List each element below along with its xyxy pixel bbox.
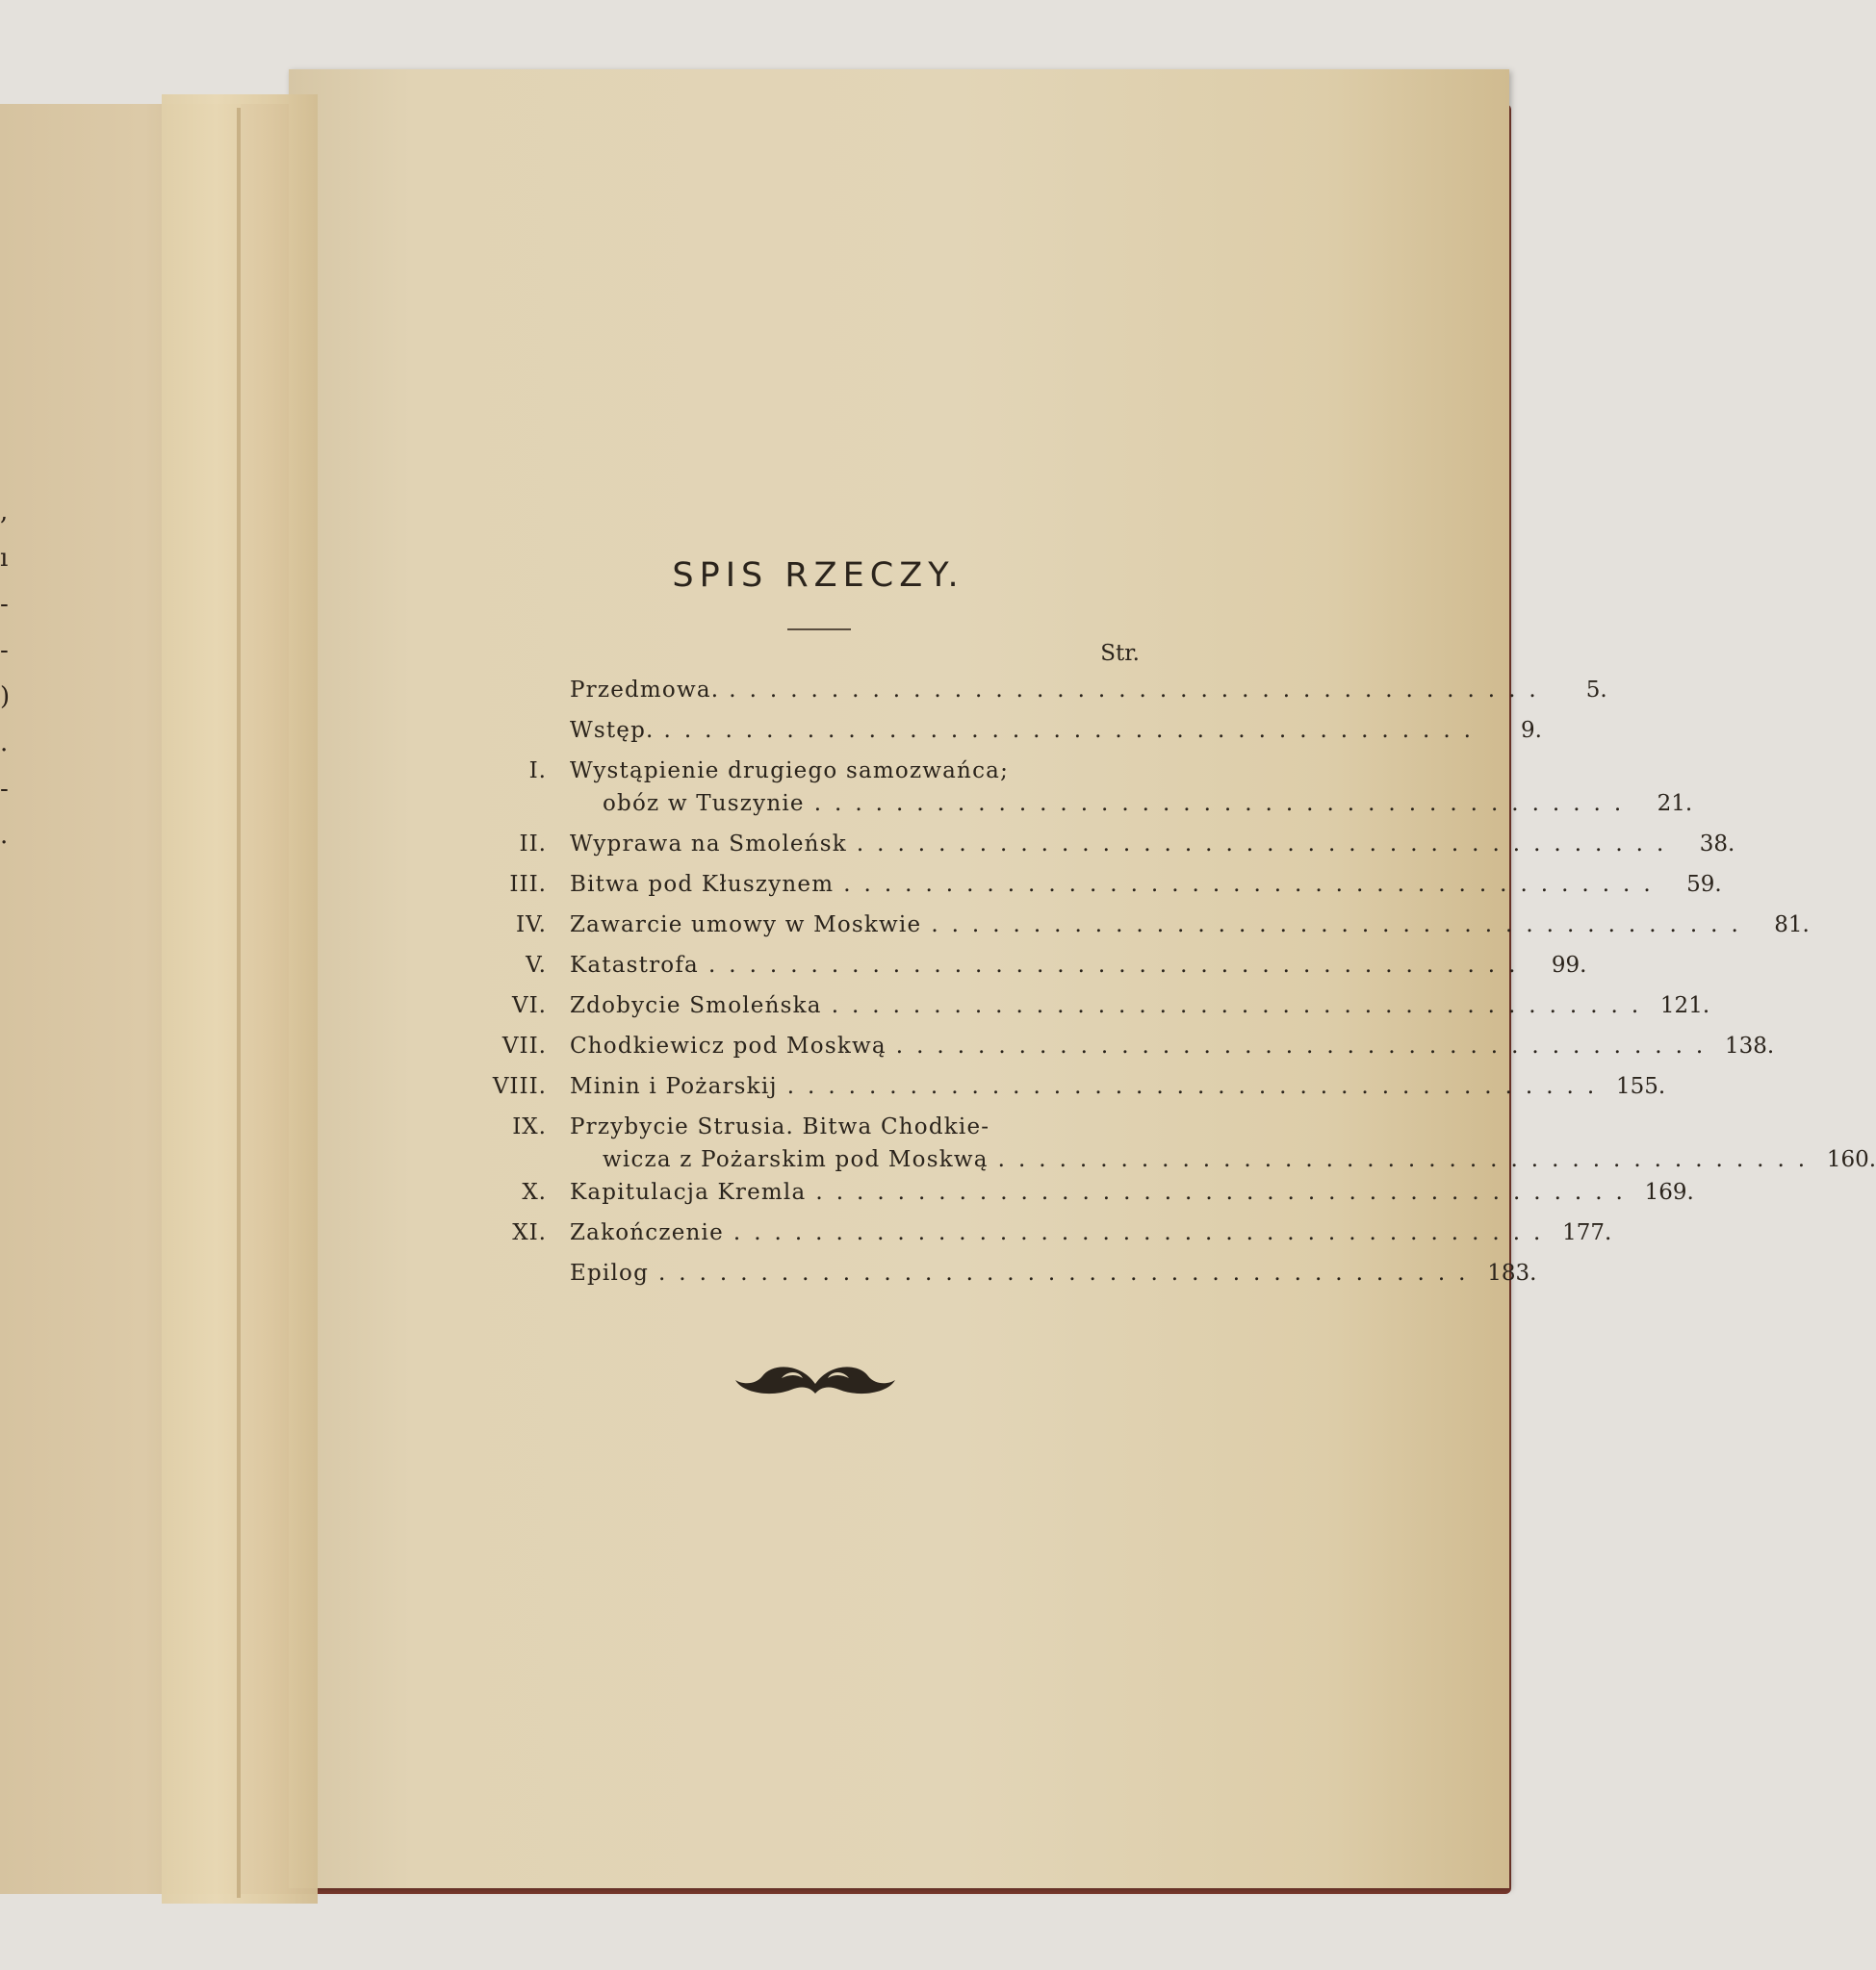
dot-leader: ........................................	[843, 872, 1664, 897]
entry-title: Epilog	[570, 1261, 649, 1286]
page-number: 5.	[1585, 678, 1607, 703]
table-of-contents	[481, 678, 1876, 1301]
entry-line	[570, 1261, 1536, 1293]
toc-heading: SPIS RZECZY.	[672, 556, 964, 595]
entry-title: Bitwa pod Kłuszynem	[570, 872, 835, 897]
page-number: 9.	[1521, 718, 1542, 743]
page-number: 121.	[1659, 993, 1710, 1018]
entry-body	[570, 1180, 1694, 1213]
chapter-numeral: VIII.	[492, 1074, 547, 1099]
page-column-label: Str.	[1100, 641, 1140, 666]
toc-entry	[481, 831, 1735, 872]
toc-entry	[481, 1261, 1537, 1301]
entry-title: Zawarcie umowy w Moskwie	[570, 912, 922, 937]
entry-title: Chodkiewicz pod Moskwą	[570, 1034, 887, 1059]
entry-body	[570, 718, 1542, 751]
entry-line	[570, 718, 1542, 751]
chapter-numeral: V.	[526, 953, 547, 978]
entry-line	[570, 831, 1735, 864]
dot-leader: ........................................	[729, 678, 1550, 703]
entry-body	[570, 758, 1692, 824]
toc-entry	[481, 678, 1607, 718]
entry-body	[570, 1034, 1774, 1066]
dot-leader: ........................................	[658, 1261, 1479, 1286]
chapter-numeral: IX.	[512, 1114, 547, 1139]
toc-entry	[481, 1220, 1612, 1261]
entry-title: Wystąpienie drugiego samozwańca;	[570, 758, 1010, 783]
left-page-text-remnants: , ı - - ) . - .	[0, 498, 11, 850]
dot-leader: ........................................	[831, 993, 1653, 1018]
entry-line	[570, 1147, 1876, 1180]
chapter-numeral: XI.	[512, 1220, 547, 1245]
toc-entry	[481, 912, 1810, 953]
toc-entry	[481, 993, 1710, 1034]
entry-body	[570, 872, 1722, 905]
toc-entry	[481, 1074, 1666, 1114]
entry-title: obóz w Tuszynie	[603, 791, 805, 816]
page-number: 155.	[1615, 1074, 1666, 1099]
toc-entry	[481, 1180, 1694, 1220]
dot-leader: ........................................	[707, 953, 1529, 978]
entry-line	[570, 912, 1810, 945]
dot-leader: ........................................	[813, 791, 1635, 816]
dot-leader: ........................................	[895, 1034, 1717, 1059]
entry-body	[570, 1114, 1876, 1180]
page-number: 99.	[1551, 953, 1587, 978]
page-number: 21.	[1657, 791, 1693, 816]
page-number: 81.	[1774, 912, 1810, 937]
entry-body	[570, 831, 1735, 864]
dot-leader: ........................................	[732, 1220, 1555, 1245]
dot-leader: ........................................	[663, 718, 1484, 743]
entry-body	[570, 678, 1607, 710]
entry-body	[570, 1074, 1665, 1107]
toc-entry	[481, 872, 1722, 912]
toc-entry	[481, 953, 1587, 993]
entry-line	[570, 791, 1692, 824]
dot-leader: ........................................	[997, 1147, 1819, 1172]
toc-entry	[481, 1114, 1876, 1180]
entry-body	[570, 953, 1586, 985]
entry-title: Wyprawa na Smoleńsk	[570, 831, 847, 857]
chapter-numeral: III.	[509, 872, 547, 897]
page-number: 183.	[1487, 1261, 1537, 1286]
entry-line	[570, 1114, 1876, 1147]
entry-body	[570, 1220, 1611, 1253]
chapter-numeral: II.	[519, 831, 547, 857]
chapter-numeral: VI.	[511, 993, 547, 1018]
dot-leader: ........................................	[815, 1180, 1636, 1205]
page-number: 59.	[1686, 872, 1722, 897]
chapter-numeral: I.	[528, 758, 547, 783]
entry-line	[570, 872, 1722, 905]
entry-line	[570, 678, 1607, 710]
entry-title: Katastrofa	[570, 953, 699, 978]
dot-leader: ........................................	[786, 1074, 1608, 1099]
entry-title: Zdobycie Smoleńska	[570, 993, 822, 1018]
entry-line	[570, 1220, 1611, 1253]
chapter-numeral: VII.	[501, 1034, 547, 1059]
toc-entry	[481, 718, 1542, 758]
entry-body	[570, 993, 1709, 1026]
entry-line	[570, 1074, 1665, 1107]
page-number: 169.	[1644, 1180, 1694, 1205]
entry-title: wicza z Pożarskim pod Moskwą	[603, 1147, 989, 1172]
entry-line	[570, 953, 1586, 985]
entry-title: Kapitulacja Kremla	[570, 1180, 807, 1205]
page-number: 160.	[1826, 1147, 1876, 1172]
entry-title: Minin i Pożarskij	[570, 1074, 778, 1099]
chapter-numeral: IV.	[516, 912, 547, 937]
vine-scroll-ornament	[733, 1355, 897, 1403]
entry-line	[570, 758, 1692, 791]
tape-edge	[237, 108, 241, 1898]
toc-entry	[481, 1034, 1775, 1074]
page-number: 138.	[1725, 1034, 1775, 1059]
heading-rule	[787, 628, 851, 630]
entry-line	[570, 1180, 1694, 1213]
entry-title: Przedmowa.	[570, 678, 720, 703]
toc-entry	[481, 758, 1693, 831]
entry-body	[570, 912, 1810, 945]
dot-leader: ........................................	[856, 831, 1678, 857]
page-number: 38.	[1699, 831, 1735, 857]
entry-line	[570, 1034, 1774, 1066]
entry-title: Przybycie Strusia. Bitwa Chodkie-	[570, 1114, 990, 1139]
chapter-numeral: X.	[522, 1180, 547, 1205]
dot-leader: ........................................	[931, 912, 1752, 937]
entry-line	[570, 993, 1709, 1026]
page-number: 177.	[1562, 1220, 1612, 1245]
entry-title: Zakończenie	[570, 1220, 724, 1245]
entry-title: Wstęp.	[570, 718, 655, 743]
entry-body	[570, 1261, 1536, 1293]
